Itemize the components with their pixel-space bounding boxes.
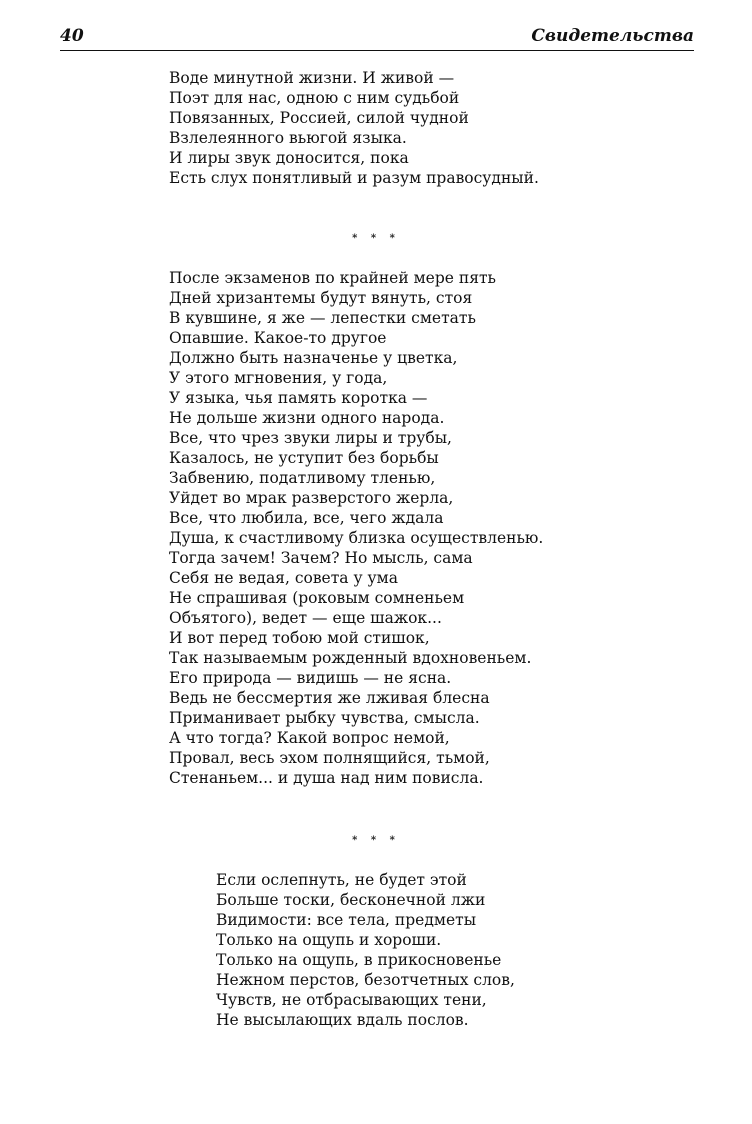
- running-title: Свидетельства: [531, 26, 694, 46]
- poem-line: Больше тоски, бесконечной лжи: [216, 891, 486, 909]
- poem-line: Не высылающих вдаль послов.: [216, 1011, 469, 1029]
- poem-line: Забвению, податливому тленью,: [169, 469, 436, 487]
- poem-line: Казалось, не уступит без борьбы: [169, 449, 439, 467]
- section-separator: * * *: [352, 233, 400, 244]
- poem-line: Только на ощупь, в прикосновенье: [216, 951, 502, 969]
- poem-line: После экзаменов по крайней мере пять: [169, 269, 496, 287]
- poem-line: В кувшине, я же — лепестки сметать: [169, 309, 476, 327]
- poem-line: Ведь не бессмертия же лживая блесна: [169, 689, 490, 707]
- poem-line: Повязанных, Россией, силой чудной: [169, 109, 469, 127]
- poem-line: Его природа — видишь — не ясна.: [169, 669, 452, 687]
- poem-line: Видимости: все тела, предметы: [216, 911, 477, 929]
- poem-line: Поэт для нас, одною с ним судьбой: [169, 89, 460, 107]
- header-rule: [60, 50, 694, 51]
- poem-line: Воде минутной жизни. И живой —: [169, 69, 455, 87]
- poem-line: Провал, весь эхом полнящийся, тьмой,: [169, 749, 490, 767]
- poem-line: Взлелеянного вьюгой языка.: [169, 129, 407, 147]
- poem-line: Тогда зачем! Зачем? Но мысль, сама: [169, 549, 473, 567]
- poem-line: У этого мгновения, у года,: [169, 369, 388, 387]
- poem-line: Все, что любила, все, чего ждала: [169, 509, 444, 527]
- poem-line: Не дольше жизни одного народа.: [169, 409, 445, 427]
- poem-line: Все, что чрез звуки лиры и трубы,: [169, 429, 452, 447]
- poem-line: Дней хризантемы будут вянуть, стоя: [169, 289, 473, 307]
- poem-line: Если ослепнуть, не будет этой: [216, 871, 467, 889]
- poem-line: Так называемым рожденный вдохновеньем.: [169, 649, 532, 667]
- poem-line: У языка, чья память коротка —: [169, 389, 428, 407]
- poem-line: Стенаньем... и душа над ним повисла.: [169, 769, 484, 787]
- poem-line: Должно быть назначенье у цветка,: [169, 349, 458, 367]
- poem-line: Нежном перстов, безотчетных слов,: [216, 971, 515, 989]
- poem-1: [169, 68, 539, 188]
- page-number: 40: [60, 26, 84, 46]
- poem-line: Приманивает рыбку чувства, смысла.: [169, 709, 480, 727]
- poem-line: Уйдет во мрак разверстого жерла,: [169, 489, 454, 507]
- poem-line: И лиры звук доносится, пока: [169, 149, 409, 167]
- section-separator: * * *: [352, 835, 400, 846]
- poem-2: [169, 268, 543, 788]
- poem-line: Чувств, не отбрасывающих тени,: [216, 991, 487, 1009]
- poem-line: Себя не ведая, совета у ума: [169, 569, 398, 587]
- poem-line: А что тогда? Какой вопрос немой,: [169, 729, 450, 747]
- poem-line: Душа, к счастливому близка осуществленью.: [169, 529, 544, 547]
- poem-line: Не спрашивая (роковым сомненьем: [169, 589, 465, 607]
- poem-3: [216, 870, 515, 1030]
- poem-line: Объятого), ведет — еще шажок...: [169, 609, 442, 627]
- poem-line: Опавшие. Какое-то другое: [169, 329, 387, 347]
- poem-line: Только на ощупь и хороши.: [216, 931, 442, 949]
- poem-line: Есть слух понятливый и разум правосудный.: [169, 169, 539, 187]
- poem-line: И вот перед тобою мой стишок,: [169, 629, 430, 647]
- page-header: [60, 24, 694, 50]
